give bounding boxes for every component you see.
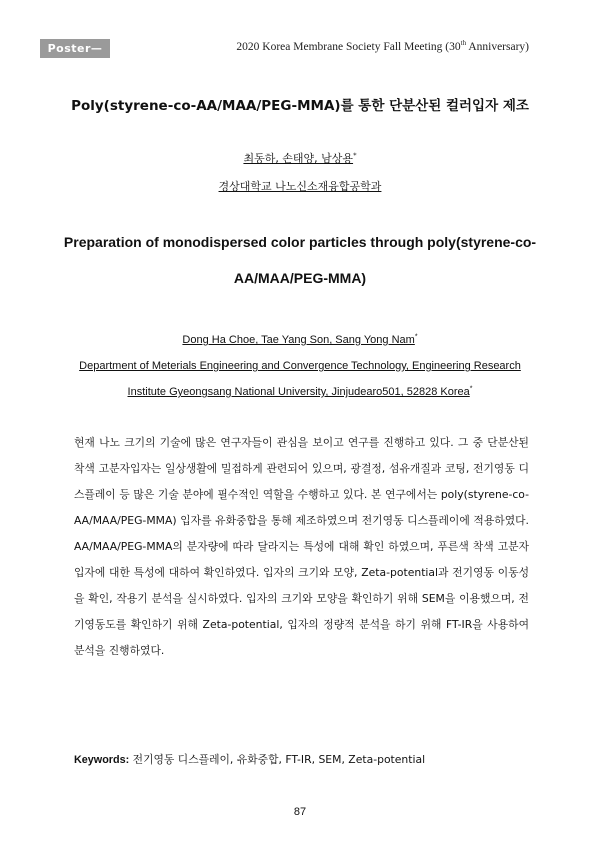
english-affiliation-mark: * (469, 385, 473, 393)
english-affiliation-line1: Department of Meterials Engineering and Convergence Technology, Engineering Research (79, 360, 521, 372)
korean-author-names: 최동하, 손태양, 남상용 (243, 152, 354, 165)
abstract-body: 현재 나노 크기의 기술에 많은 연구자들이 관심을 보이고 연구를 진행하고 있다. 그 중 단분산된 착색 고분자입자는 일상생활에 밀접하게 관련되어 있으며, 광결정, 섬유개질과 코팅, 전기영동 디스플레이 등 많은 기술 분야에 필수적인 역할을 수행하고 있다. 본 연구에서는 poly(styrene-co-AA/MAA/PEG-MMA) 입자를 유화중합을 통해 제조하였으며 전기영동 디스플레이에 적용하였다. AA/MAA/PEG-MMA의 분자량에 따라 달라지는 특성에 대해 확인 하였으며, 푸른색 착색 고분자 입자에 대한 특성에 대하여 확인하였다. 입자의 크기와 모양, Zeta-potential과 전기영동 이동성을 확인, 작용기 분석을 실시하였다. 입자의 크기와 모양을 확인하기 위해 SEM을 이용했으며, 전기영동도를 확인하기 위해 Zeta-potential, 입자의 정량적 분석을 하기 위해 FT-IR을 사용하여 분석을 진행하였다. (74, 436, 529, 657)
korean-corresponding-mark: * (353, 151, 357, 160)
conference-sup: th (460, 39, 467, 48)
conference-prefix: 2020 Korea Membrane Society Fall Meeting (30 (236, 41, 461, 53)
keywords-label: Keywords: (74, 754, 130, 766)
english-authors (0, 334, 600, 346)
korean-title: Poly(styrene-co-AA/MAA/PEG-MMA)를 통한 단분산된 컬러입자 제조 (71, 98, 529, 114)
english-affiliation-line2 (0, 386, 600, 398)
conference-header (236, 41, 529, 53)
keywords-text: 전기영동 디스플레이, 유화중합, FT-IR, SEM, Zeta-potential (129, 753, 426, 766)
korean-affiliation: 경상대학교 나노신소재융합공학과 (218, 180, 382, 193)
korean-authors (0, 150, 600, 166)
conference-suffix: Anniversary) (466, 41, 529, 53)
english-title-line1: Preparation of monodispersed color particles through poly(styrene-co- (63, 234, 537, 250)
english-title-line2: AA/MAA/PEG-MMA) (233, 270, 367, 286)
english-corresponding-mark: * (414, 333, 418, 341)
poster-badge: Poster—46 (40, 39, 110, 58)
keywords (74, 752, 425, 767)
english-affiliation-text: Institute Gyeongsang National University, Jinjudearo501, 52828 Korea (127, 386, 470, 398)
english-author-names: Dong Ha Choe, Tae Yang Son, Sang Yong Nam (182, 334, 415, 346)
page-number: 87 (293, 806, 307, 818)
